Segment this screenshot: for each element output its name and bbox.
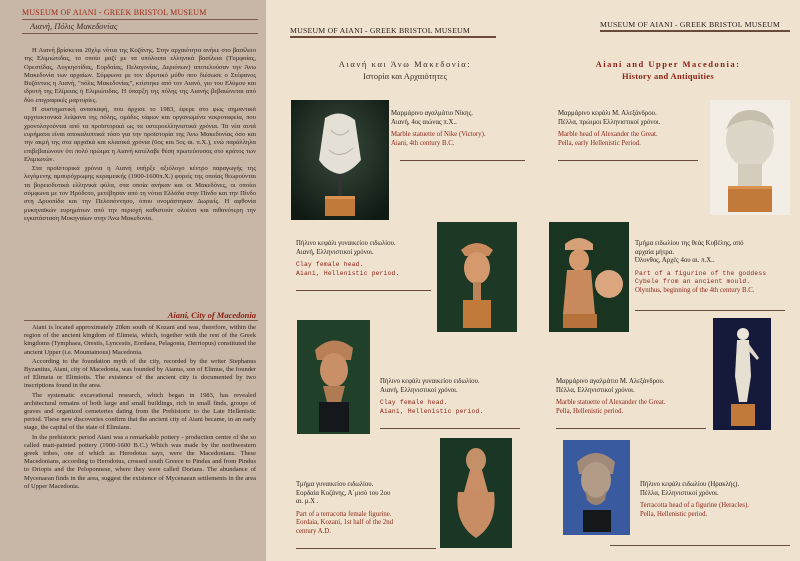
- caption-greek: αι. μ.Χ .: [296, 498, 319, 505]
- caption-english: [558, 131, 708, 148]
- caption-rule: [400, 160, 525, 161]
- caption-english: [640, 502, 795, 519]
- caption-greek: Αιανή, Ελληνιστικοί χρόνοι.: [380, 386, 458, 394]
- left-header: [22, 8, 258, 40]
- museum-header-middle: MUSEUM OF AIANI - GREEK BRISTOL MUSEUM: [290, 26, 471, 35]
- caption-english-line: Clay female head.: [380, 399, 448, 406]
- english-paragraph: According to the foundation myth of the city, recorded by the writer Stephanus Byzantius, Aiani, city of Macedonia, was founded by Aianus, son of Elimus, the founder of Elimeia or Elimiotis. The existence of the ancient city is documented by two inscriptions found in the area.: [24, 357, 256, 390]
- english-paragraph: The systematic excavational research, which began in 1983, has revealed architectural remains of both large and small buildings, rich in small finds, groups of graves and organized cemeteries dating from the Prehistoric to the Late Hellenistic period. These new discoveries confirm that the ancient city of Aiani became, in an early stage, the capital of the state of Elimians.: [24, 391, 256, 432]
- caption-greek: Πέλλα, Ελληνιστικοί χρόνοι.: [556, 386, 635, 394]
- caption-english-line: Aiani, Hellenistic period.: [380, 407, 484, 415]
- english-section-title: Aiani, City of Macedonia: [167, 310, 256, 320]
- caption-greek: Πέλλα, πρώιμοι Ελληνιστικοί χρόνοι.: [558, 118, 661, 126]
- caption-english-line: century A.D.: [296, 527, 331, 535]
- header-rule: [290, 36, 496, 38]
- caption-terracotta-figurine: [296, 481, 441, 536]
- caption-greek: Εορδαία Κοζάνης, Α΄μισό του 2ου: [296, 489, 391, 497]
- english-paragraph: Aiani is located approximately 20km south of Kozani and was, therefore, within the region of the ancient kingdom of Elimeia, which, together with the rest of the Greek kingdoms (Tymphaea, Orestis, Lyncestis, Eordaea, Pelagonia, Derriopus) constituted the ancient Upper (i.e. Mountainous) Macedonia.: [24, 324, 256, 356]
- caption-greek: Αιανή, 4ος αιώνας π.Χ..: [391, 118, 457, 126]
- museum-header-left: MUSEUM OF AIANI - GREEK BRISTOL MUSEUM: [22, 8, 207, 17]
- alexander-head-photo: [710, 100, 790, 215]
- heracles-head-photo: [563, 440, 630, 535]
- caption-english-line: Marble statuette of Nike (Victory).: [391, 131, 486, 138]
- caption-english-line: Cybele from an ancient mould.: [635, 278, 751, 285]
- caption-english-line: Clay female head.: [296, 261, 364, 268]
- caption-clay-head-1: [296, 240, 436, 278]
- greek-paragraph: Η Αιανή βρίσκεται 20χλμ νότια της Κοζάνης. Στην αρχαιότητα ανήκε στο βασίλειο της Ελιμιώτιδας, το οποίο μαζί με τα υπόλοιπα ελληνικά βασίλεια (Τυμφαίας, Ορεστίδας, Λυγκηστίδας, Εορδαίας, Πελαγονίας, Δεριόπων) αποτελούσαν την Άνω Μακεδονία των αρχαίων. Σύμφωνα με τον ιδρυτικό μύθο που διέσωσε ο Στέφανος Βυζάντιος η Αιανή, "πόλις Μακεδονίας", κτίστηκε από τον Αιανό, γιο του Ελύμου και ιδρυτή της Ελίμειας ή Ελιμιώτιδας. Η ύπαρξη της πόλης της Αιανής βεβαιώνεται από δύο επιγραφικές μαρτυρίες.: [24, 47, 256, 104]
- caption-english-line: Olynthus, beginning of the 4th century B.C.: [635, 286, 755, 294]
- caption-greek: Μαρμάρινο αγαλμάτιο Νίκης.: [391, 110, 473, 117]
- english-paragraph: In the prehistoric period Aiani was a remarkable pottery - production centre of the so called matt-painted pottery (1900-1600 B.C.) Which was made by the northwestern greek tribes, one of which as Herodotus says, were the Macedonians. These Macedonians, according to Herodotus, crossed south Greece to Pindus and from Pindus to Driopis and the Peloponnese, where they were called Dorians. The abundance of Mycenaean finds in the area, suggest the existence of Mycenaean settlements in the area of Upper Macedonia.: [24, 433, 256, 490]
- clay-female-head-photo: [437, 222, 517, 332]
- caption-greek: Τμήμα γυναικείου ειδωλίου.: [296, 481, 374, 488]
- header-rule: [22, 33, 258, 34]
- caption-rule: [610, 545, 790, 546]
- caption-english-line: Part of a figurine of the goddess: [635, 269, 767, 277]
- clay-female-head-photo: [297, 320, 370, 434]
- caption-alexander-statuette: [556, 378, 711, 416]
- greek-section-title: Αιανή, Πόλις Μακεδονίας: [30, 21, 118, 31]
- museum-header-right: MUSEUM OF AIANI - GREEK BRISTOL MUSEUM: [600, 20, 781, 29]
- caption-english-line: Aiani, Hellenistic period.: [296, 269, 400, 277]
- caption-greek: Πήλινο κεφάλι γυναικείου ειδωλίου.: [296, 240, 396, 247]
- caption-greek: Μαρμάρινο κεφάλι Μ. Αλεξάνδρου.: [558, 110, 657, 117]
- caption-rule: [296, 548, 436, 549]
- header-rule: [600, 30, 790, 32]
- greek-paragraph: Η συστηματική ανασκαφή, που άρχισε το 1983, έφερε στο φως σημαντικά αρχιτεκτονικά λείψανα της πόλης, ομάδες τάφων και οργανωμένα νεκροταφεία, που χρονολογούνται από τα προϊστορικά ως τα υστεροελληνιστικά χρόνια. Τα νέα αυτά ευρήματα είναι αποκαλυπτικά τόσο για την προϊστορία της Άνω Μακεδονίας όσο και την ακμή της στα αρχαϊκά και κλασικά χρόνια (6ος και 5ος αι. π.Χ.), ενώ παράλληλα επιβεβαιώνουν ότι πολύ πρώιμα η Αιανή κατέλαβε θέση πρωτεύουσας στο κράτος των Ελιμιωτών.: [24, 106, 256, 163]
- caption-greek: Τμήμα ειδωλίου της θεάς Κυβέλης, από: [635, 240, 744, 247]
- caption-greek: Όλυνθος, Αρχές 4ου αι. π.Χ..: [635, 257, 715, 264]
- caption-rule: [380, 428, 520, 429]
- caption-english-line: Pella, Hellenistic period.: [556, 407, 624, 415]
- greek-text-block: [24, 47, 256, 224]
- caption-rule: [556, 428, 706, 429]
- caption-english: [391, 131, 521, 148]
- caption-greek: αρχαία μήτρα.: [635, 248, 675, 256]
- caption-alexander-head: [558, 110, 708, 148]
- caption-english-line: Marble head of Alexander the Great.: [558, 131, 658, 138]
- right-section-title: [548, 58, 788, 82]
- left-panel: [0, 0, 266, 561]
- nike-statuette-photo: [291, 100, 389, 220]
- caption-rule: [635, 310, 785, 311]
- caption-rule: [558, 160, 698, 161]
- caption-english: [556, 399, 711, 416]
- caption-english-line: Eordaia, Kozani, 1st half of the 2nd: [296, 519, 394, 526]
- caption-greek: Πήλινο κεφάλι ειδωλίου (Ηρακλής).: [640, 481, 740, 488]
- title-line: Ιστορία και Αρχαιότητες: [363, 71, 447, 81]
- caption-english-line: Part of a terracotta female figurine.: [296, 510, 392, 518]
- caption-nike: [391, 110, 521, 148]
- title-line: Aiani and Upper Macedonia:: [595, 59, 741, 69]
- caption-english-line: Marble statuette of Alexander the Great.: [556, 399, 666, 406]
- terracotta-figurine-photo: [440, 438, 512, 548]
- caption-greek: Πήλινο κεφάλι γυναικείου ειδωλίου.: [380, 378, 480, 385]
- caption-english-line: Pella, early Hellenistic Period.: [558, 139, 641, 147]
- caption-rule: [296, 290, 431, 291]
- caption-greek: Πέλλα, Ελληνιστικοί χρόνοι.: [640, 489, 719, 497]
- caption-english: [635, 270, 793, 287]
- section-divider: [24, 320, 258, 321]
- caption-english-line: Terracotta head of a figurine (Heracles).: [640, 502, 749, 509]
- caption-english-line: Aiani, 4th century B.C.: [391, 139, 455, 147]
- title-line: History and Antiquities: [622, 71, 714, 81]
- caption-english-line: Pella, Hellenistic period.: [640, 510, 708, 518]
- title-line: Αιανή και Άνω Μακεδονία:: [338, 59, 472, 69]
- caption-english: [296, 261, 436, 278]
- caption-cybele: [635, 240, 793, 295]
- caption-clay-head-2: [380, 378, 520, 416]
- caption-greek: Αιανή, Ελληνιστικοί χρόνοι.: [296, 248, 374, 256]
- caption-english: [296, 511, 441, 537]
- cybele-figurine-photo: [549, 222, 629, 332]
- caption-heracles: [640, 481, 795, 519]
- alexander-statuette-photo: [713, 318, 771, 430]
- caption-english: [380, 399, 520, 416]
- middle-section-title: [280, 58, 530, 82]
- header-rule: [22, 19, 258, 20]
- english-text-block: [24, 324, 256, 492]
- caption-greek: Μαρμάρινο αγαλμάτιο Μ. Αλεξάνδρου.: [556, 378, 665, 385]
- greek-paragraph: Στα προϊστορικά χρόνια η Αιανή υπήρξε αξιόλογο κέντρο παραγωγής της λεγόμενης αμαυρόχρωμης κεραμεικής (1900-1600π.Χ.) φορείς της οποίας θεωρούνται τα βορειοδυτικά ελληνικά φύλα, στα οποία ανήκαν και οι Μακεδόνες, οι οποίοι σύμφωνα με τον Ηρόδοτο, μετέβησαν από τη νότια Ελλάδα στην Πίνδο και την Πίνδο στη Δρυοπίδα και την Πελοπόννησο, όπου ονομάστηκαν Δωριείς. Η αφθονία μυκηναϊκών ευρημάτων από την περιοχή καθιστούν ολοένα και πιθανότερη την εγκατάσταση Μυκηναίων στην Άνω Μακεδονία.: [24, 165, 256, 222]
